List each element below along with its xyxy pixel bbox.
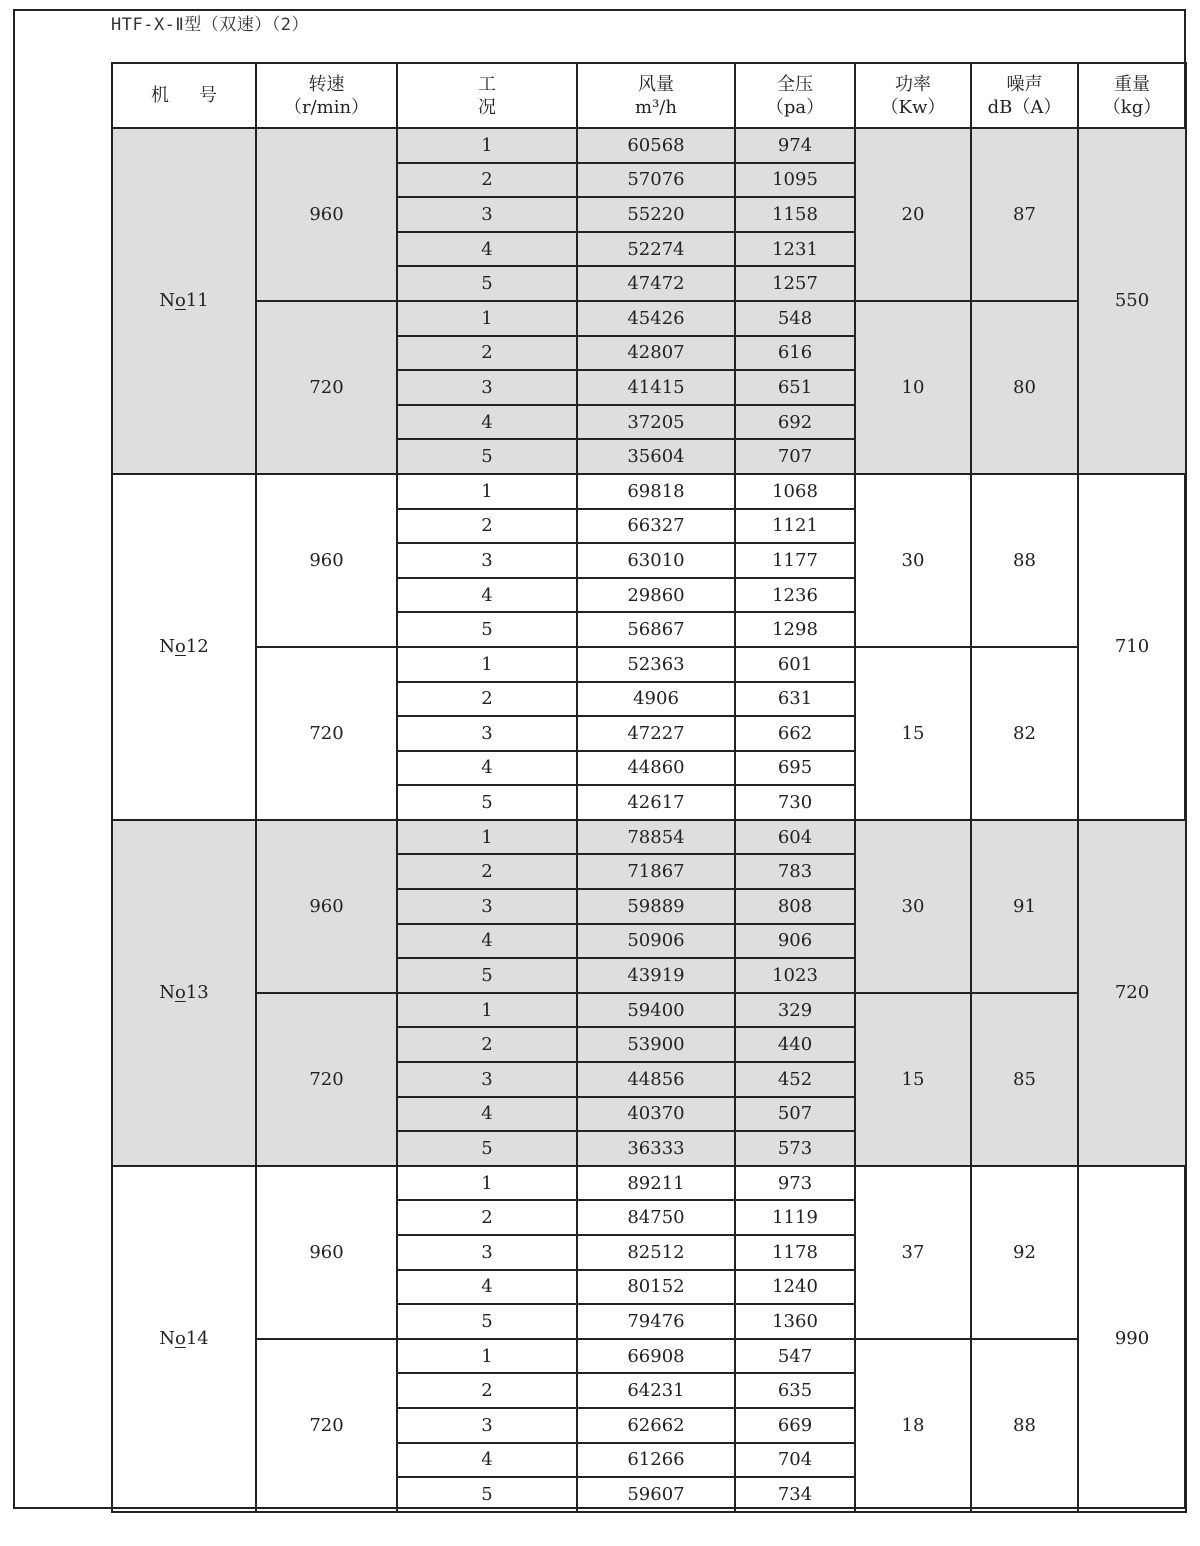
speed-cell: 720	[256, 301, 397, 474]
airflow-cell: 42617	[577, 785, 735, 820]
condition-cell: 5	[397, 1131, 577, 1166]
pressure-cell: 601	[735, 647, 855, 682]
condition-cell: 2	[397, 1373, 577, 1408]
pressure-cell: 1240	[735, 1270, 855, 1305]
pressure-cell: 695	[735, 751, 855, 786]
model-number-o: o	[175, 290, 186, 312]
condition-cell: 4	[397, 232, 577, 267]
noise-cell: 88	[971, 1339, 1078, 1512]
power-cell: 20	[855, 128, 971, 301]
header-condition-line1: 工	[478, 73, 496, 95]
condition-cell: 2	[397, 854, 577, 889]
condition-cell: 4	[397, 751, 577, 786]
condition-cell: 4	[397, 924, 577, 959]
speed-cell: 960	[256, 1166, 397, 1339]
condition-cell: 2	[397, 682, 577, 717]
airflow-cell: 50906	[577, 924, 735, 959]
model-number-prefix: N	[159, 636, 175, 658]
header-speed-unit: （r/min）	[283, 96, 370, 118]
model-number-o: o	[175, 1328, 186, 1350]
condition-cell: 1	[397, 1166, 577, 1201]
table-row	[112, 128, 1186, 163]
pressure-cell: 547	[735, 1339, 855, 1374]
airflow-cell: 59889	[577, 889, 735, 924]
pressure-cell: 906	[735, 924, 855, 959]
airflow-cell: 80152	[577, 1270, 735, 1305]
power-cell: 37	[855, 1166, 971, 1339]
model-number-prefix: N	[159, 1328, 175, 1350]
condition-cell: 1	[397, 993, 577, 1028]
airflow-cell: 52274	[577, 232, 735, 267]
pressure-cell: 1068	[735, 474, 855, 509]
weight-cell: 550	[1078, 128, 1186, 474]
model-number-value: 12	[185, 636, 209, 658]
model-number-o: o	[175, 636, 186, 658]
pressure-cell: 1360	[735, 1304, 855, 1339]
condition-cell: 2	[397, 163, 577, 198]
weight-cell: 720	[1078, 820, 1186, 1166]
airflow-cell: 47472	[577, 266, 735, 301]
header-weight	[1078, 63, 1186, 128]
condition-cell: 3	[397, 1062, 577, 1097]
condition-cell: 3	[397, 889, 577, 924]
speed-cell: 960	[256, 474, 397, 647]
noise-cell: 82	[971, 647, 1078, 820]
condition-cell: 5	[397, 785, 577, 820]
condition-cell: 5	[397, 1304, 577, 1339]
condition-cell: 2	[397, 1027, 577, 1062]
condition-cell: 4	[397, 1270, 577, 1305]
airflow-cell: 56867	[577, 612, 735, 647]
table-row	[112, 647, 1186, 682]
condition-cell: 1	[397, 820, 577, 855]
condition-cell: 5	[397, 612, 577, 647]
pressure-cell: 1158	[735, 197, 855, 232]
airflow-cell: 61266	[577, 1443, 735, 1478]
pressure-cell: 730	[735, 785, 855, 820]
speed-cell: 720	[256, 647, 397, 820]
speed-cell: 720	[256, 993, 397, 1166]
airflow-cell: 69818	[577, 474, 735, 509]
condition-cell: 4	[397, 578, 577, 613]
model-number-value: 14	[185, 1328, 209, 1350]
header-airflow-unit: m³/h	[635, 96, 677, 118]
power-cell: 15	[855, 647, 971, 820]
pressure-cell: 704	[735, 1443, 855, 1478]
condition-cell: 1	[397, 128, 577, 163]
power-cell: 15	[855, 993, 971, 1166]
header-model-label: 机号	[151, 85, 247, 106]
header-condition-line2: 况	[478, 96, 496, 118]
airflow-cell: 62662	[577, 1408, 735, 1443]
model-number-prefix: N	[159, 290, 175, 312]
fan-spec-table	[111, 62, 1187, 1513]
table-row	[112, 1339, 1186, 1374]
power-cell: 30	[855, 820, 971, 993]
model-number-cell	[112, 820, 256, 1166]
header-noise	[971, 63, 1078, 128]
airflow-cell: 78854	[577, 820, 735, 855]
condition-cell: 3	[397, 716, 577, 751]
header-weight-unit: （kg）	[1102, 96, 1162, 118]
header-airflow	[577, 63, 735, 128]
airflow-cell: 40370	[577, 1097, 735, 1132]
header-noise-unit: dB（A）	[987, 96, 1062, 118]
condition-cell: 2	[397, 1200, 577, 1235]
airflow-cell: 35604	[577, 439, 735, 474]
airflow-cell: 82512	[577, 1235, 735, 1270]
pressure-cell: 707	[735, 439, 855, 474]
header-speed	[256, 63, 397, 128]
condition-cell: 1	[397, 474, 577, 509]
airflow-cell: 44856	[577, 1062, 735, 1097]
pressure-cell: 974	[735, 128, 855, 163]
airflow-cell: 29860	[577, 578, 735, 613]
header-power-unit: （Kw）	[880, 96, 946, 118]
header-speed-label: 转速	[308, 73, 345, 95]
airflow-cell: 64231	[577, 1373, 735, 1408]
condition-cell: 3	[397, 370, 577, 405]
pressure-cell: 440	[735, 1027, 855, 1062]
pressure-cell: 1177	[735, 543, 855, 578]
airflow-cell: 52363	[577, 647, 735, 682]
airflow-cell: 89211	[577, 1166, 735, 1201]
model-number-value: 11	[185, 290, 209, 312]
table-row	[112, 993, 1186, 1028]
table-body	[112, 128, 1186, 1512]
condition-cell: 5	[397, 266, 577, 301]
pressure-cell: 1023	[735, 958, 855, 993]
pressure-cell: 1119	[735, 1200, 855, 1235]
airflow-cell: 59400	[577, 993, 735, 1028]
pressure-cell: 662	[735, 716, 855, 751]
speed-cell: 960	[256, 128, 397, 301]
airflow-cell: 45426	[577, 301, 735, 336]
noise-cell: 85	[971, 993, 1078, 1166]
table-row	[112, 1166, 1186, 1201]
pressure-cell: 651	[735, 370, 855, 405]
condition-cell: 1	[397, 1339, 577, 1374]
airflow-cell: 53900	[577, 1027, 735, 1062]
airflow-cell: 59607	[577, 1477, 735, 1512]
noise-cell: 92	[971, 1166, 1078, 1339]
condition-cell: 3	[397, 1235, 577, 1270]
condition-cell: 3	[397, 197, 577, 232]
pressure-cell: 783	[735, 854, 855, 889]
pressure-cell: 808	[735, 889, 855, 924]
airflow-cell: 43919	[577, 958, 735, 993]
airflow-cell: 44860	[577, 751, 735, 786]
header-pressure-unit: （pa）	[765, 96, 825, 118]
airflow-cell: 57076	[577, 163, 735, 198]
pressure-cell: 452	[735, 1062, 855, 1097]
pressure-cell: 548	[735, 301, 855, 336]
airflow-cell: 84750	[577, 1200, 735, 1235]
airflow-cell: 66908	[577, 1339, 735, 1374]
header-airflow-label: 风量	[638, 73, 674, 95]
airflow-cell: 66327	[577, 509, 735, 544]
table-row	[112, 474, 1186, 509]
airflow-cell: 55220	[577, 197, 735, 232]
condition-cell: 3	[397, 1408, 577, 1443]
header-condition	[397, 63, 577, 128]
pressure-cell: 573	[735, 1131, 855, 1166]
condition-cell: 4	[397, 1097, 577, 1132]
airflow-cell: 60568	[577, 128, 735, 163]
condition-cell: 5	[397, 958, 577, 993]
condition-cell: 2	[397, 509, 577, 544]
speed-cell: 960	[256, 820, 397, 993]
model-number-value: 13	[185, 982, 209, 1004]
model-number-cell	[112, 128, 256, 474]
header-model	[112, 63, 256, 128]
document-title: HTF-X-Ⅱ型（双速）（2）	[111, 15, 310, 35]
pressure-cell: 973	[735, 1166, 855, 1201]
header-power-label: 功率	[895, 73, 931, 95]
noise-cell: 87	[971, 128, 1078, 301]
condition-cell: 4	[397, 1443, 577, 1478]
table-row	[112, 820, 1186, 855]
speed-cell: 720	[256, 1339, 397, 1512]
pressure-cell: 1178	[735, 1235, 855, 1270]
pressure-cell: 692	[735, 405, 855, 440]
condition-cell: 5	[397, 439, 577, 474]
pressure-cell: 1231	[735, 232, 855, 267]
pressure-cell: 1121	[735, 509, 855, 544]
model-number-cell	[112, 474, 256, 820]
header-pressure-label: 全压	[777, 73, 813, 95]
table-row	[112, 301, 1186, 336]
condition-cell: 5	[397, 1477, 577, 1512]
pressure-cell: 631	[735, 682, 855, 717]
header-power	[855, 63, 971, 128]
airflow-cell: 4906	[577, 682, 735, 717]
pressure-cell: 329	[735, 993, 855, 1028]
airflow-cell: 79476	[577, 1304, 735, 1339]
noise-cell: 80	[971, 301, 1078, 474]
airflow-cell: 47227	[577, 716, 735, 751]
pressure-cell: 1236	[735, 578, 855, 613]
header-weight-label: 重量	[1114, 73, 1150, 95]
airflow-cell: 37205	[577, 405, 735, 440]
pressure-cell: 734	[735, 1477, 855, 1512]
pressure-cell: 1257	[735, 266, 855, 301]
condition-cell: 2	[397, 336, 577, 371]
airflow-cell: 63010	[577, 543, 735, 578]
airflow-cell: 71867	[577, 854, 735, 889]
header-row	[112, 63, 1186, 128]
condition-cell: 3	[397, 543, 577, 578]
pressure-cell: 669	[735, 1408, 855, 1443]
condition-cell: 1	[397, 647, 577, 682]
pressure-cell: 507	[735, 1097, 855, 1132]
condition-cell: 4	[397, 405, 577, 440]
model-number-o: o	[175, 982, 186, 1004]
power-cell: 30	[855, 474, 971, 647]
power-cell: 18	[855, 1339, 971, 1512]
pressure-cell: 635	[735, 1373, 855, 1408]
pressure-cell: 1095	[735, 163, 855, 198]
pressure-cell: 616	[735, 336, 855, 371]
airflow-cell: 41415	[577, 370, 735, 405]
weight-cell: 710	[1078, 474, 1186, 820]
condition-cell: 1	[397, 301, 577, 336]
power-cell: 10	[855, 301, 971, 474]
model-number-cell	[112, 1166, 256, 1512]
model-number-prefix: N	[159, 982, 175, 1004]
header-pressure	[735, 63, 855, 128]
pressure-cell: 1298	[735, 612, 855, 647]
weight-cell: 990	[1078, 1166, 1186, 1512]
header-noise-label: 噪声	[1006, 73, 1043, 95]
noise-cell: 88	[971, 474, 1078, 647]
noise-cell: 91	[971, 820, 1078, 993]
pressure-cell: 604	[735, 820, 855, 855]
airflow-cell: 42807	[577, 336, 735, 371]
airflow-cell: 36333	[577, 1131, 735, 1166]
